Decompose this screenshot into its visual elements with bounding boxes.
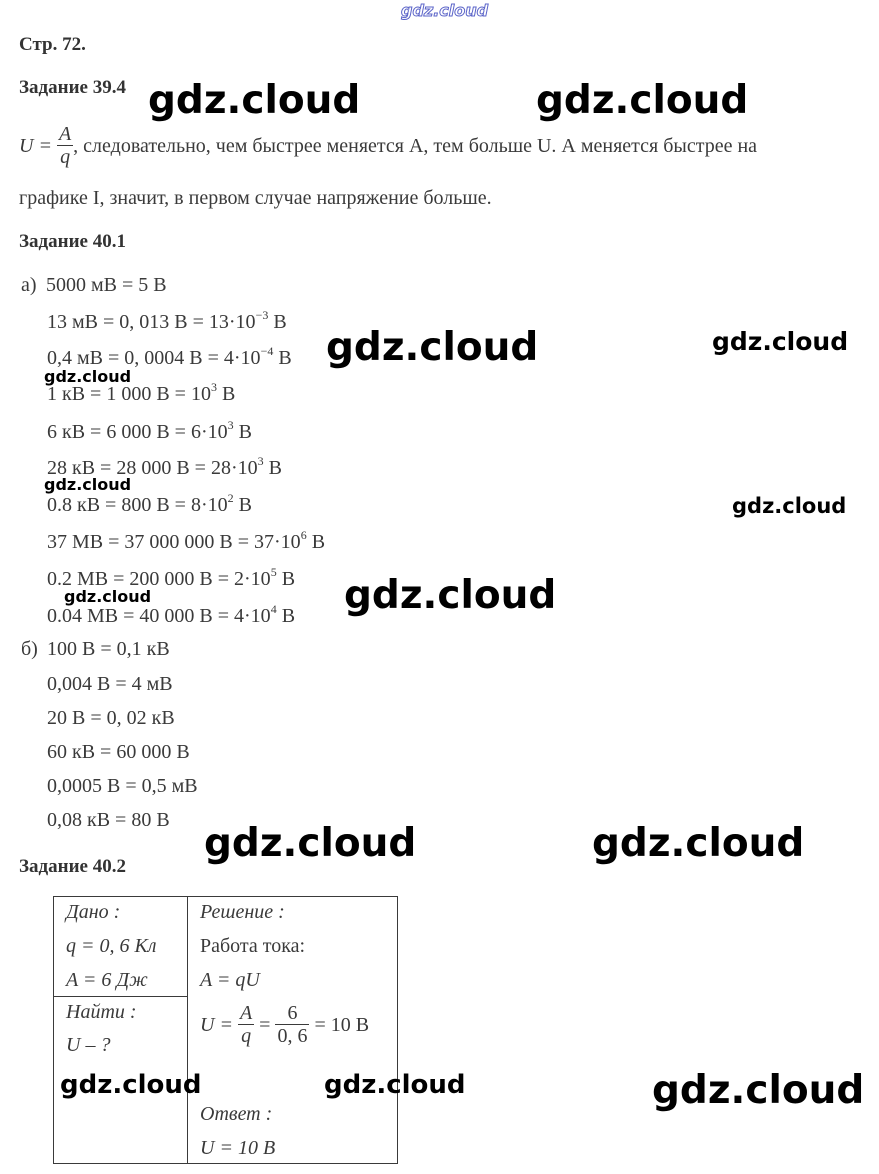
conversion-row-b: 100 В = 0,1 кВ [47, 638, 170, 660]
watermark: gdz.cloud [732, 494, 847, 518]
watermark: gdz.cloud [44, 475, 132, 494]
conversion-unit: В [233, 421, 252, 443]
table-divider-horizontal [53, 996, 188, 997]
conversion-exponent: 3 [210, 380, 217, 394]
conversion-exponent: 2 [227, 491, 234, 505]
task-39-4-text-line2: графике I, значит, в первом случае напряжение больше. [19, 187, 492, 209]
conversion-expression: 0.2 МВ = 200 000 В = 2·10 [47, 568, 271, 590]
given-label: Дано : [66, 901, 121, 923]
conversion-row-b: 0,0005 В = 0,5 мВ [47, 775, 198, 797]
conversion-expression: 6 кВ = 6 000 В = 6·10 [47, 421, 228, 443]
watermark: gdz.cloud [652, 1068, 865, 1113]
conversion-row-a [47, 530, 325, 554]
conversion-row-a [47, 604, 295, 628]
solution-formula-1: A = qU [200, 969, 260, 991]
conversion-expression: 0.04 МВ = 40 000 В = 4·10 [47, 605, 271, 627]
watermark-top: gdz.cloud [401, 1, 489, 20]
formula2-lhs: U = [200, 1013, 233, 1036]
conversion-exponent: 6 [300, 528, 307, 542]
formula2-equals: = [259, 1013, 271, 1036]
conversion-row-b: 0,004 В = 4 мВ [47, 673, 173, 695]
given-a: A = 6 Дж [66, 969, 148, 991]
conversion-unit: В [276, 568, 296, 590]
conversion-expression: 13 мВ = 0, 013 В = 13·10 [47, 311, 256, 333]
formula2-rhs: = 10 В [314, 1013, 370, 1036]
formula2-numerator-1: A [239, 1002, 253, 1024]
conversion-unit: В [233, 494, 252, 516]
watermark: gdz.cloud [536, 78, 749, 123]
conversion-expression: 1 кВ = 1 000 В = 10 [47, 383, 211, 405]
formula2-fraction-1 [238, 1002, 254, 1047]
conversion-unit: В [216, 383, 236, 405]
solution-label: Решение : [200, 901, 285, 923]
formula2-denominator-2: 0, 6 [277, 1025, 308, 1047]
watermark: gdz.cloud [326, 325, 539, 370]
answer-label: Ответ : [200, 1103, 273, 1125]
conversion-exponent: 3 [257, 454, 264, 468]
formula2-denominator-1: q [238, 1024, 254, 1047]
task-39-4-heading: Задание 39.4 [19, 77, 126, 98]
conversion-exponent: −3 [255, 308, 269, 322]
formula-denominator: q [57, 145, 73, 168]
table-divider-vertical [187, 896, 188, 1164]
formula-numerator: A [58, 123, 72, 145]
task-40-1-heading: Задание 40.1 [19, 231, 126, 252]
solution-text: Работа тока: [200, 935, 306, 957]
conversion-unit: В [273, 347, 292, 369]
watermark: gdz.cloud [712, 327, 849, 356]
conversion-row-a [47, 493, 252, 517]
conversion-unit: В [276, 605, 296, 627]
table-border-top [53, 896, 398, 897]
page-title: Стр. 72. [19, 34, 86, 55]
conversion-expression: 28 кВ = 28 000 В = 28·10 [47, 457, 258, 479]
conversion-unit: В [268, 311, 287, 333]
conversion-expression: 5000 мВ = 5 В [46, 274, 167, 296]
task-39-4-formula-line [19, 123, 757, 175]
part-b-label: б) [21, 638, 38, 660]
watermark: gdz.cloud [324, 1070, 466, 1100]
table-border-right [397, 896, 398, 1164]
watermark: gdz.cloud [592, 821, 805, 866]
watermark: gdz.cloud [64, 587, 152, 606]
task-40-2-heading: Задание 40.2 [19, 856, 126, 877]
conversion-row-a [47, 420, 252, 444]
conversion-row-a [47, 310, 287, 334]
watermark: gdz.cloud [60, 1070, 202, 1100]
conversion-unit: В [306, 531, 326, 553]
table-border-bottom [53, 1163, 398, 1164]
conversion-expression: 37 МВ = 37 000 000 В = 37·10 [47, 531, 301, 553]
watermark: gdz.cloud [344, 573, 557, 618]
conversion-unit: В [263, 457, 282, 479]
watermark: gdz.cloud [204, 821, 417, 866]
answer-value: U = 10 В [200, 1137, 276, 1159]
conversion-exponent: −4 [260, 344, 274, 358]
conversion-exponent: 4 [270, 602, 277, 616]
conversion-expression: 0,4 мВ = 0, 0004 В = 4·10 [47, 347, 261, 369]
solution-formula-2 [200, 1002, 369, 1054]
conversion-row-b: 60 кВ = 60 000 В [47, 741, 190, 763]
task-39-4-text-line1: , следовательно, чем быстрее меняется А, тем больше U. А меняется быстрее на [73, 134, 758, 157]
table-border-left [53, 896, 54, 1164]
conversion-row-a [46, 273, 167, 297]
watermark: gdz.cloud [148, 78, 361, 123]
conversion-exponent: 5 [270, 565, 277, 579]
find-u: U – ? [66, 1034, 111, 1056]
conversion-row-b: 20 В = 0, 02 кВ [47, 707, 175, 729]
formula2-fraction-2 [275, 1002, 309, 1047]
watermark: gdz.cloud [44, 367, 132, 386]
formula-fraction [57, 123, 73, 168]
part-a-label: а) [21, 274, 37, 296]
find-label: Найти : [66, 1001, 137, 1023]
conversion-exponent: 3 [227, 418, 234, 432]
conversion-row-b: 0,08 кВ = 80 В [47, 809, 170, 831]
formula2-numerator-2: 6 [287, 1002, 298, 1024]
formula-lhs: U = [19, 134, 52, 157]
conversion-expression: 0.8 кВ = 800 В = 8·10 [47, 494, 228, 516]
given-q: q = 0, 6 Кл [66, 935, 157, 957]
